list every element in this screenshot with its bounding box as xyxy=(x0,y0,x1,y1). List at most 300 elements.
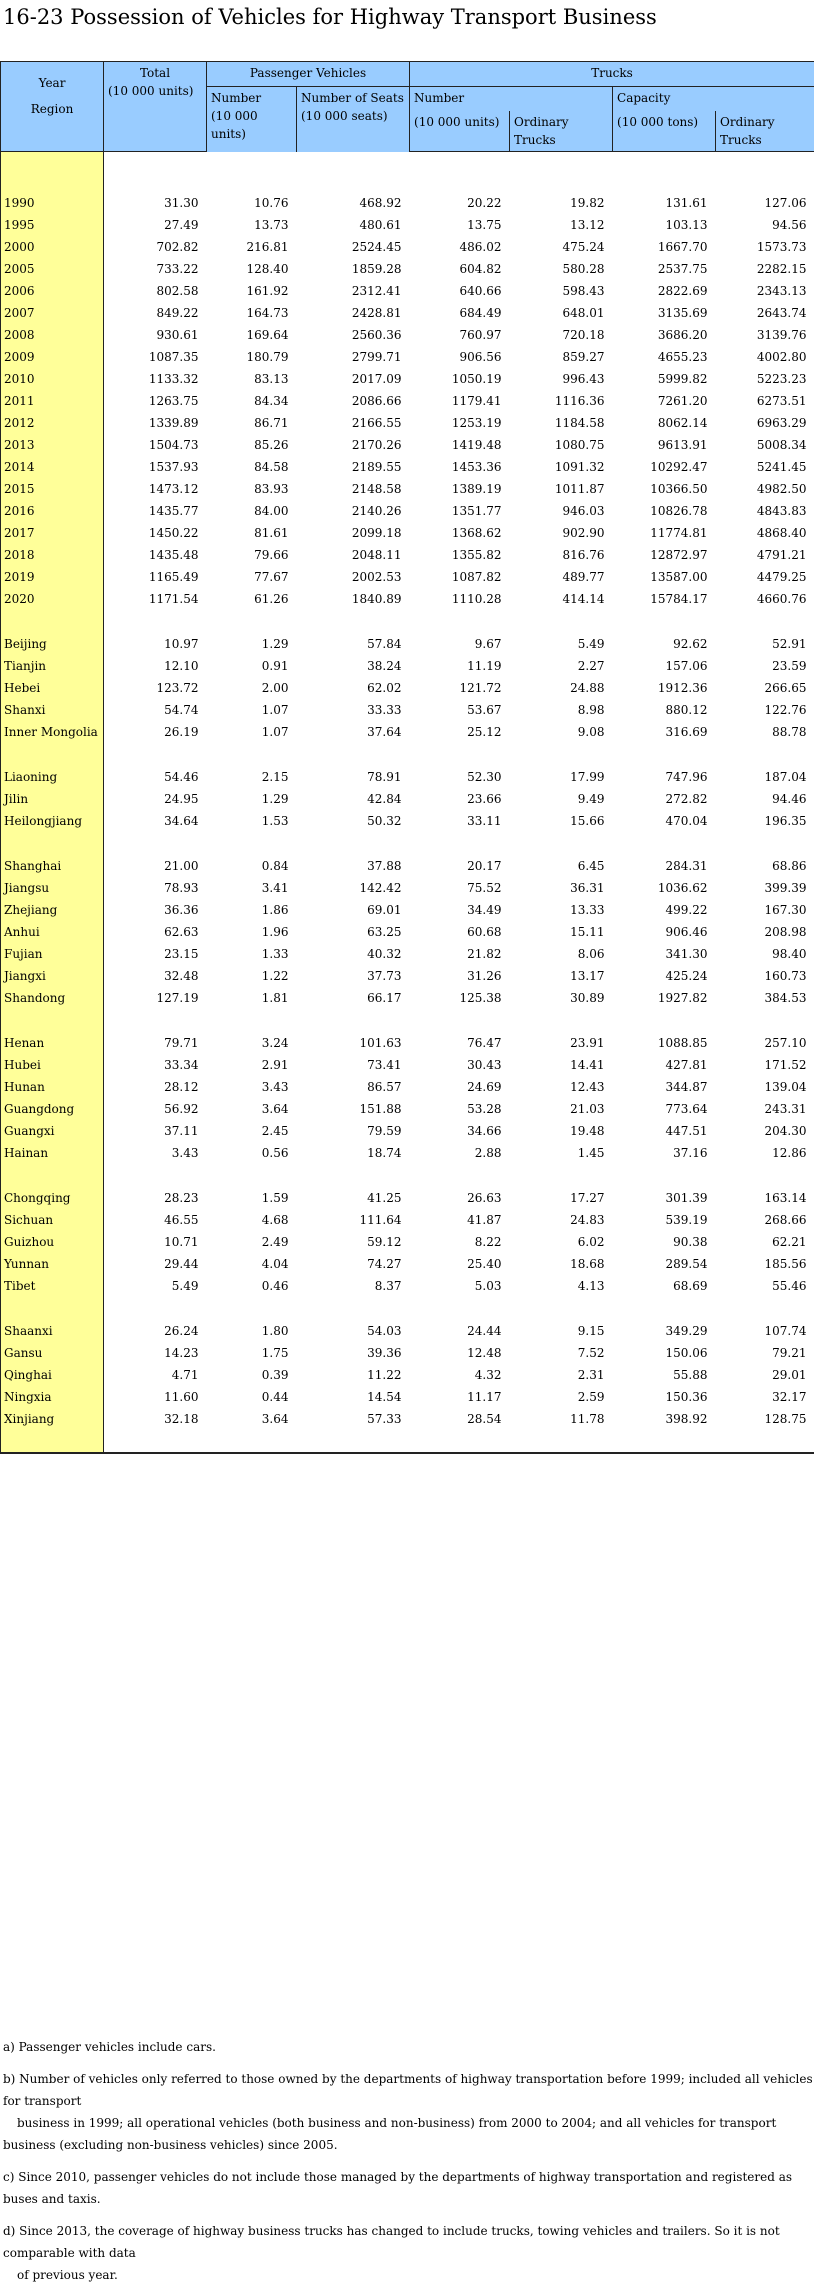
ordinary-trucks-cell: 30.89 xyxy=(510,987,613,1009)
total-cell: 36.36 xyxy=(104,899,207,921)
table-row xyxy=(1,655,814,677)
ordinary-trucks-cell: 18.68 xyxy=(510,1253,613,1275)
pv-seats-cell: 2524.45 xyxy=(297,236,410,258)
tr-number-cell: 20.22 xyxy=(410,192,510,214)
total-cell: 1450.22 xyxy=(104,522,207,544)
capacity-cell: 103.13 xyxy=(613,214,716,236)
pv-number-cell: 0.46 xyxy=(207,1275,297,1297)
total-cell: 1435.48 xyxy=(104,544,207,566)
page-title: 16-23 Possession of Vehicles for Highway Transport Business xyxy=(3,4,657,30)
capacity-cell: 10366.50 xyxy=(613,478,716,500)
pv-number-cell: 1.80 xyxy=(207,1320,297,1342)
tr-number-cell: 486.02 xyxy=(410,236,510,258)
spacer-row xyxy=(1,610,814,633)
spacer-cell xyxy=(104,1297,207,1320)
pv-seats-cell: 14.54 xyxy=(297,1386,410,1408)
total-cell: 1473.12 xyxy=(104,478,207,500)
tr-number-cell: 1368.62 xyxy=(410,522,510,544)
table-row xyxy=(1,456,814,478)
row-label: 2006 xyxy=(1,280,104,302)
table-row xyxy=(1,699,814,721)
footnote-text: d) Since 2013, the coverage of highway business trucks has changed to include trucks, towing vehicles and trailers. So it is not comparable with data xyxy=(3,2224,780,2260)
pv-number-cell: 77.67 xyxy=(207,566,297,588)
row-label: Anhui xyxy=(1,921,104,943)
capacity-cell: 10826.78 xyxy=(613,500,716,522)
row-label: 2019 xyxy=(1,566,104,588)
table-row xyxy=(1,1209,814,1231)
spacer-cell xyxy=(297,1009,410,1032)
ordinary-capacity-cell: 196.35 xyxy=(716,810,814,832)
total-cell: 14.23 xyxy=(104,1342,207,1364)
total-cell: 54.74 xyxy=(104,699,207,721)
tr-number-cell: 21.82 xyxy=(410,943,510,965)
row-label: Inner Mongolia xyxy=(1,721,104,743)
ordinary-trucks-capacity-header: Ordinary Trucks xyxy=(716,111,814,152)
pv-seats-cell: 63.25 xyxy=(297,921,410,943)
tr-number-cell: 1419.48 xyxy=(410,434,510,456)
tr-number-cell: 11.19 xyxy=(410,655,510,677)
pv-seats-cell: 59.12 xyxy=(297,1231,410,1253)
ordinary-trucks-cell: 489.77 xyxy=(510,566,613,588)
row-label: Hainan xyxy=(1,1142,104,1164)
ordinary-trucks-cell: 2.27 xyxy=(510,655,613,677)
spacer-cell xyxy=(1,1430,104,1453)
capacity-cell: 9613.91 xyxy=(613,434,716,456)
ordinary-trucks-cell: 23.91 xyxy=(510,1032,613,1054)
total-cell: 46.55 xyxy=(104,1209,207,1231)
spacer-cell xyxy=(716,832,814,855)
spacer-cell xyxy=(613,1430,716,1453)
pv-number-cell: 2.49 xyxy=(207,1231,297,1253)
row-label: Guizhou xyxy=(1,1231,104,1253)
row-label: 2000 xyxy=(1,236,104,258)
ordinary-trucks-cell: 859.27 xyxy=(510,346,613,368)
ordinary-capacity-cell: 167.30 xyxy=(716,899,814,921)
pv-number-cell: 2.91 xyxy=(207,1054,297,1076)
pv-number-cell: 1.75 xyxy=(207,1342,297,1364)
capacity-cell: 150.06 xyxy=(613,1342,716,1364)
pv-seats-cell: 480.61 xyxy=(297,214,410,236)
table-row xyxy=(1,280,814,302)
ordinary-capacity-cell: 208.98 xyxy=(716,921,814,943)
passenger-vehicles-header: Passenger Vehicles xyxy=(207,62,410,87)
ordinary-trucks-cell: 475.24 xyxy=(510,236,613,258)
pv-number-cell: 1.07 xyxy=(207,721,297,743)
footnote-text: c) Since 2010, passenger vehicles do not include those managed by the departments of highway transportation and registered as buses and taxis. xyxy=(3,2170,792,2206)
spacer-row xyxy=(1,152,814,193)
footnote xyxy=(0,2068,814,2156)
table-row xyxy=(1,1098,814,1120)
total-unit: (10 000 units) xyxy=(108,84,193,98)
total-cell: 802.58 xyxy=(104,280,207,302)
ordinary-capacity-cell: 4002.80 xyxy=(716,346,814,368)
spacer-cell xyxy=(207,610,297,633)
ordinary-trucks-cell: 1011.87 xyxy=(510,478,613,500)
pv-seats-unit: (10 000 seats) xyxy=(301,109,388,123)
pv-number-cell: 3.43 xyxy=(207,1076,297,1098)
spacer-cell xyxy=(716,152,814,193)
ordinary-capacity-cell: 4868.40 xyxy=(716,522,814,544)
capacity-cell: 349.29 xyxy=(613,1320,716,1342)
spacer-cell xyxy=(510,1297,613,1320)
ordinary-capacity-cell: 12.86 xyxy=(716,1142,814,1164)
row-label: Chongqing xyxy=(1,1187,104,1209)
trucks-header: Trucks xyxy=(410,62,814,87)
ordinary-trucks-cell: 6.45 xyxy=(510,855,613,877)
table-row xyxy=(1,522,814,544)
pv-number-cell: 81.61 xyxy=(207,522,297,544)
table-row xyxy=(1,965,814,987)
capacity-cell: 316.69 xyxy=(613,721,716,743)
spacer-cell xyxy=(716,1164,814,1187)
ordinary-trucks-cell: 24.83 xyxy=(510,1209,613,1231)
total-cell: 37.11 xyxy=(104,1120,207,1142)
pv-seats-cell: 2560.36 xyxy=(297,324,410,346)
pv-number-cell: 3.41 xyxy=(207,877,297,899)
table-row xyxy=(1,1187,814,1209)
total-header xyxy=(104,62,207,152)
row-label: Tianjin xyxy=(1,655,104,677)
capacity-cell: 68.69 xyxy=(613,1275,716,1297)
pv-number-unit: (10 000 units) xyxy=(211,109,258,141)
capacity-cell: 1036.62 xyxy=(613,877,716,899)
spacer-cell xyxy=(104,832,207,855)
spacer-cell xyxy=(716,1430,814,1453)
capacity-cell: 12872.97 xyxy=(613,544,716,566)
spacer-cell xyxy=(410,1164,510,1187)
table-row xyxy=(1,368,814,390)
ordinary-trucks-cell: 598.43 xyxy=(510,280,613,302)
capacity-unit: (10 000 tons) xyxy=(613,111,716,152)
row-label: Zhejiang xyxy=(1,899,104,921)
spacer-cell xyxy=(613,743,716,766)
spacer-cell xyxy=(613,1164,716,1187)
pv-number-cell: 4.04 xyxy=(207,1253,297,1275)
pv-seats-cell: 1859.28 xyxy=(297,258,410,280)
ordinary-capacity-cell: 266.65 xyxy=(716,677,814,699)
capacity-cell: 773.64 xyxy=(613,1098,716,1120)
tr-number-cell: 2.88 xyxy=(410,1142,510,1164)
spacer-cell xyxy=(510,1430,613,1453)
row-label: 2011 xyxy=(1,390,104,412)
total-cell: 5.49 xyxy=(104,1275,207,1297)
spacer-cell xyxy=(510,832,613,855)
table-row xyxy=(1,324,814,346)
tr-number-cell: 1351.77 xyxy=(410,500,510,522)
table-row xyxy=(1,899,814,921)
pv-seats-cell: 37.88 xyxy=(297,855,410,877)
ordinary-capacity-cell: 3139.76 xyxy=(716,324,814,346)
capacity-cell: 344.87 xyxy=(613,1076,716,1098)
row-label: Qinghai xyxy=(1,1364,104,1386)
total-cell: 12.10 xyxy=(104,655,207,677)
vehicles-table xyxy=(0,61,814,1454)
row-label: 2018 xyxy=(1,544,104,566)
pv-seats-cell: 101.63 xyxy=(297,1032,410,1054)
ordinary-capacity-cell: 5223.23 xyxy=(716,368,814,390)
table-header xyxy=(1,62,814,152)
tr-number-cell: 1179.41 xyxy=(410,390,510,412)
tr-number-cell: 41.87 xyxy=(410,1209,510,1231)
pv-seats-cell: 73.41 xyxy=(297,1054,410,1076)
pv-seats-cell: 74.27 xyxy=(297,1253,410,1275)
spacer-cell xyxy=(510,1009,613,1032)
spacer-cell xyxy=(410,832,510,855)
ordinary-capacity-cell: 122.76 xyxy=(716,699,814,721)
capacity-cell: 7261.20 xyxy=(613,390,716,412)
tr-number-cell: 1087.82 xyxy=(410,566,510,588)
total-cell: 31.30 xyxy=(104,192,207,214)
pv-number-cell: 0.39 xyxy=(207,1364,297,1386)
row-label: 2015 xyxy=(1,478,104,500)
pv-seats-cell: 1840.89 xyxy=(297,588,410,610)
spacer-cell xyxy=(510,1164,613,1187)
pv-number-cell: 83.93 xyxy=(207,478,297,500)
total-label: Total xyxy=(108,64,202,82)
pv-number-cell: 128.40 xyxy=(207,258,297,280)
spacer-cell xyxy=(104,1430,207,1453)
tr-number-cell: 76.47 xyxy=(410,1032,510,1054)
ordinary-trucks-cell: 1.45 xyxy=(510,1142,613,1164)
pv-number-cell: 3.64 xyxy=(207,1098,297,1120)
capacity-cell: 539.19 xyxy=(613,1209,716,1231)
table-row xyxy=(1,302,814,324)
ordinary-capacity-cell: 98.40 xyxy=(716,943,814,965)
ordinary-capacity-cell: 163.14 xyxy=(716,1187,814,1209)
capacity-cell: 447.51 xyxy=(613,1120,716,1142)
tr-number-cell: 60.68 xyxy=(410,921,510,943)
capacity-cell: 10292.47 xyxy=(613,456,716,478)
pv-seats-cell: 79.59 xyxy=(297,1120,410,1142)
ordinary-trucks-cell: 36.31 xyxy=(510,877,613,899)
table-row xyxy=(1,855,814,877)
pv-number-cell: 86.71 xyxy=(207,412,297,434)
row-label: Hunan xyxy=(1,1076,104,1098)
spacer-cell xyxy=(510,610,613,633)
pv-seats-cell: 2799.71 xyxy=(297,346,410,368)
total-cell: 1504.73 xyxy=(104,434,207,456)
pv-number-cell: 2.00 xyxy=(207,677,297,699)
total-cell: 28.12 xyxy=(104,1076,207,1098)
pv-number-cell: 0.44 xyxy=(207,1386,297,1408)
capacity-cell: 289.54 xyxy=(613,1253,716,1275)
row-label: Fujian xyxy=(1,943,104,965)
capacity-cell: 880.12 xyxy=(613,699,716,721)
pv-seats-cell: 2140.26 xyxy=(297,500,410,522)
table-row xyxy=(1,236,814,258)
ordinary-trucks-cell: 17.99 xyxy=(510,766,613,788)
pv-seats-cell: 468.92 xyxy=(297,192,410,214)
tr-number-cell: 640.66 xyxy=(410,280,510,302)
pv-seats-cell: 39.36 xyxy=(297,1342,410,1364)
ordinary-capacity-cell: 55.46 xyxy=(716,1275,814,1297)
ordinary-trucks-cell: 9.49 xyxy=(510,788,613,810)
spacer-cell xyxy=(410,610,510,633)
spacer-cell xyxy=(613,610,716,633)
spacer-cell xyxy=(716,743,814,766)
table-row xyxy=(1,500,814,522)
row-label: 2010 xyxy=(1,368,104,390)
ordinary-capacity-cell: 399.39 xyxy=(716,877,814,899)
capacity-cell: 55.88 xyxy=(613,1364,716,1386)
spacer-cell xyxy=(1,1164,104,1187)
total-cell: 10.71 xyxy=(104,1231,207,1253)
total-cell: 32.18 xyxy=(104,1408,207,1430)
pv-number-cell: 83.13 xyxy=(207,368,297,390)
ordinary-trucks-cell: 13.33 xyxy=(510,899,613,921)
row-label: Beijing xyxy=(1,633,104,655)
ordinary-capacity-cell: 257.10 xyxy=(716,1032,814,1054)
spacer-row xyxy=(1,743,814,766)
capacity-cell: 425.24 xyxy=(613,965,716,987)
capacity-cell: 301.39 xyxy=(613,1187,716,1209)
pv-number-header xyxy=(207,87,297,152)
ordinary-trucks-header: Ordinary Trucks xyxy=(510,111,613,152)
total-cell: 62.63 xyxy=(104,921,207,943)
tr-number-cell: 4.32 xyxy=(410,1364,510,1386)
footnote-text: b) Number of vehicles only referred to those owned by the departments of highway transportation before 1999; included all vehicles for transport xyxy=(3,2072,813,2108)
pv-seats-cell: 54.03 xyxy=(297,1320,410,1342)
total-cell: 733.22 xyxy=(104,258,207,280)
capacity-cell: 272.82 xyxy=(613,788,716,810)
ordinary-capacity-cell: 2643.74 xyxy=(716,302,814,324)
spacer-cell xyxy=(716,1009,814,1032)
pv-number-cell: 1.07 xyxy=(207,699,297,721)
total-cell: 28.23 xyxy=(104,1187,207,1209)
pv-seats-cell: 57.33 xyxy=(297,1408,410,1430)
ordinary-capacity-cell: 187.04 xyxy=(716,766,814,788)
pv-seats-cell: 86.57 xyxy=(297,1076,410,1098)
capacity-cell: 13587.00 xyxy=(613,566,716,588)
spacer-cell xyxy=(207,743,297,766)
ordinary-capacity-cell: 171.52 xyxy=(716,1054,814,1076)
ordinary-capacity-cell: 128.75 xyxy=(716,1408,814,1430)
row-label: 2020 xyxy=(1,588,104,610)
spacer-cell xyxy=(510,152,613,193)
total-cell: 1435.77 xyxy=(104,500,207,522)
region-header: Region xyxy=(1,100,103,118)
ordinary-trucks-cell: 15.66 xyxy=(510,810,613,832)
pv-seats-cell: 2312.41 xyxy=(297,280,410,302)
pv-seats-cell: 142.42 xyxy=(297,877,410,899)
row-label: 2005 xyxy=(1,258,104,280)
ordinary-trucks-cell: 15.11 xyxy=(510,921,613,943)
row-label: 1990 xyxy=(1,192,104,214)
row-label: 2016 xyxy=(1,500,104,522)
ordinary-trucks-cell: 13.17 xyxy=(510,965,613,987)
pv-number-cell: 0.56 xyxy=(207,1142,297,1164)
pv-seats-cell: 151.88 xyxy=(297,1098,410,1120)
ordinary-trucks-cell: 17.27 xyxy=(510,1187,613,1209)
total-cell: 79.71 xyxy=(104,1032,207,1054)
footnote-text: a) Passenger vehicles include cars. xyxy=(3,2040,216,2054)
ordinary-capacity-cell: 68.86 xyxy=(716,855,814,877)
table-row xyxy=(1,921,814,943)
tr-number-cell: 12.48 xyxy=(410,1342,510,1364)
tr-number-cell: 25.40 xyxy=(410,1253,510,1275)
capacity-cell: 11774.81 xyxy=(613,522,716,544)
footnote xyxy=(0,2220,814,2286)
spacer-cell xyxy=(207,1164,297,1187)
ordinary-capacity-cell: 94.56 xyxy=(716,214,814,236)
pv-seats-cell: 42.84 xyxy=(297,788,410,810)
spacer-cell xyxy=(104,1164,207,1187)
pv-number-cell: 3.64 xyxy=(207,1408,297,1430)
table-row xyxy=(1,1342,814,1364)
spacer-cell xyxy=(207,1009,297,1032)
row-label: 2017 xyxy=(1,522,104,544)
pv-number-cell: 161.92 xyxy=(207,280,297,302)
total-cell: 1339.89 xyxy=(104,412,207,434)
pv-number-cell: 0.84 xyxy=(207,855,297,877)
pv-number-cell: 10.76 xyxy=(207,192,297,214)
pv-seats-cell: 2017.09 xyxy=(297,368,410,390)
tr-number-cell: 760.97 xyxy=(410,324,510,346)
pv-number-cell: 2.45 xyxy=(207,1120,297,1142)
capacity-cell: 906.46 xyxy=(613,921,716,943)
capacity-cell: 2537.75 xyxy=(613,258,716,280)
tr-number-cell: 8.22 xyxy=(410,1231,510,1253)
footnote xyxy=(0,2036,814,2058)
spacer-cell xyxy=(1,610,104,633)
tr-number-cell: 1453.36 xyxy=(410,456,510,478)
table-row xyxy=(1,390,814,412)
spacer-cell xyxy=(716,1297,814,1320)
table-row xyxy=(1,1142,814,1164)
ordinary-capacity-cell: 62.21 xyxy=(716,1231,814,1253)
tr-number-cell: 24.44 xyxy=(410,1320,510,1342)
pv-number-cell: 61.26 xyxy=(207,588,297,610)
pv-seats-cell: 78.91 xyxy=(297,766,410,788)
tr-number-cell: 26.63 xyxy=(410,1187,510,1209)
capacity-cell: 92.62 xyxy=(613,633,716,655)
table-row xyxy=(1,943,814,965)
pv-seats-cell: 38.24 xyxy=(297,655,410,677)
spacer-cell xyxy=(207,1297,297,1320)
pv-seats-label: Number of Seats xyxy=(301,91,404,105)
tr-number-cell: 906.56 xyxy=(410,346,510,368)
ordinary-trucks-cell: 902.90 xyxy=(510,522,613,544)
spacer-cell xyxy=(1,1297,104,1320)
capacity-cell: 157.06 xyxy=(613,655,716,677)
pv-seats-cell: 33.33 xyxy=(297,699,410,721)
table-row xyxy=(1,1408,814,1430)
spacer-cell xyxy=(1,743,104,766)
total-cell: 1087.35 xyxy=(104,346,207,368)
spacer-cell xyxy=(207,1430,297,1453)
pv-number-cell: 1.96 xyxy=(207,921,297,943)
spacer-cell xyxy=(297,1297,410,1320)
ordinary-capacity-cell: 160.73 xyxy=(716,965,814,987)
ordinary-trucks-cell: 2.59 xyxy=(510,1386,613,1408)
spacer-cell xyxy=(297,743,410,766)
total-cell: 26.19 xyxy=(104,721,207,743)
tr-number-cell: 121.72 xyxy=(410,677,510,699)
spacer-cell xyxy=(104,152,207,193)
pv-seats-cell: 2086.66 xyxy=(297,390,410,412)
spacer-cell xyxy=(613,1297,716,1320)
tr-number-cell: 52.30 xyxy=(410,766,510,788)
ordinary-trucks-cell: 9.15 xyxy=(510,1320,613,1342)
pv-number-cell: 2.15 xyxy=(207,766,297,788)
table-row xyxy=(1,1364,814,1386)
pv-seats-cell: 40.32 xyxy=(297,943,410,965)
row-label: Hebei xyxy=(1,677,104,699)
total-cell: 930.61 xyxy=(104,324,207,346)
table-row xyxy=(1,1054,814,1076)
year-header: Year xyxy=(1,74,103,92)
capacity-cell: 341.30 xyxy=(613,943,716,965)
